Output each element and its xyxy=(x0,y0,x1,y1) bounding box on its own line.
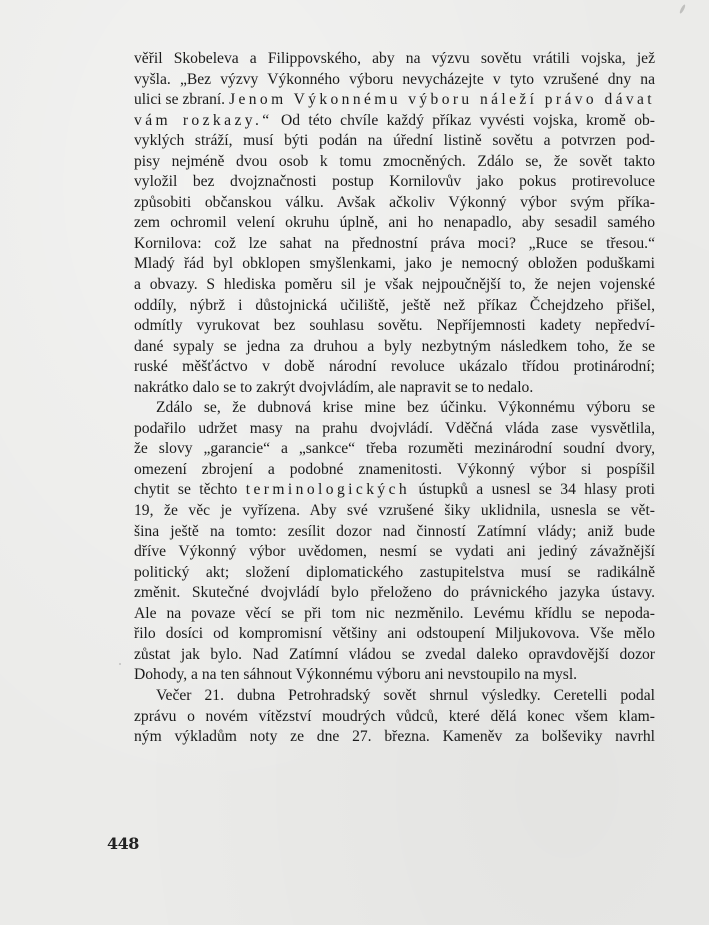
text-line: změnit. Skutečné dvojvládí bylo přeloženo do právnického jazyka ústavy. xyxy=(134,584,655,602)
text-segment: Od této chvíle každý příkaz vyvésti vojska, kromě ob- xyxy=(272,111,655,129)
paragraph-first-line: Večer 21. dubna Petrohradský sovět shrnul výsledky. Ceretelli podal xyxy=(156,686,655,704)
text-line xyxy=(134,111,655,132)
paper-speck xyxy=(679,4,686,14)
text-line xyxy=(134,480,655,501)
text-line: Kornilova: což lze sahat na přednostní práva moci? „Ruce se třesou.“ xyxy=(134,234,655,252)
text-line: zůstat jak bylo. Nad Zatímní vládou se zvedal daleko opravdovější dozor xyxy=(134,645,655,663)
text-line: politický akt; složení diplomatického zastupitelstva musí se radikálně xyxy=(134,563,655,581)
text-segment: ústupků a usnesl se 34 hlasy proti xyxy=(410,481,655,499)
text-line: vyšla. „Bez výzvy Výkonného výboru nevycházejte v tyto vzrušené dny na xyxy=(134,70,655,88)
text-line: ným výkladům noty ze dne 27. března. Kameněv za bolševiky navrhl xyxy=(134,728,655,746)
text-line: Dohody, a na ten sáhnout Výkonnému výboru ani nevstoupilo na mysl. xyxy=(134,666,578,684)
text-line xyxy=(134,90,655,111)
text-line: šina ještě na tomto: zesílit dozor nad činností Zatímní vlády; aniž bude xyxy=(134,522,655,540)
text-line: pisy nejméně dvou osob k tomu zmocněných. Zdálo se, že sovět takto xyxy=(134,152,655,170)
text-line: vyložil bez dvojznačnosti postup Kornilovův jako pokus protirevoluce xyxy=(134,173,655,191)
text-segment: ulici se zbraní. xyxy=(134,91,230,109)
text-line: omezení zbrojení a podobné znamenitosti. Výkonný výbor si pospíšil xyxy=(134,460,655,478)
text-line: Ale na povaze věcí se při tom nic nezměnilo. Levému křídlu se nepoda- xyxy=(134,604,655,622)
text-line: řilo dosíci od kompromisní většiny ani odstoupení Miljukovova. Vše mělo xyxy=(134,625,655,643)
letter-spaced-emphasis: Jenom Výkonnému výboru náleží právo dávat xyxy=(229,91,655,109)
text-line: oddíly, nýbrž i důstojnická učiliště, ještě než příkaz Čchejdzeho přišel, xyxy=(134,296,655,314)
text-line: odmítly vyrukovat bez souhlasu sovětu. Nepříjemnosti kadety nepředví- xyxy=(134,317,655,335)
paragraph-first-line: Zdálo se, že dubnová krise mine bez účinku. Výkonnému výboru se xyxy=(156,399,655,417)
text-line: 19, že věc je vyřízena. Aby své vzrušené šiky uklidnila, usnesla se vět- xyxy=(134,502,655,520)
page-number: 448 xyxy=(107,834,139,853)
letter-spaced-emphasis: vám rozkazy.“ xyxy=(134,111,273,129)
text-line: způsobiti občanskou válku. Avšak ačkoliv Výkonný výbor svým příka- xyxy=(134,193,655,211)
text-line: vyklých stráží, musí býti podán na úřední listině sovětu a potvrzen pod- xyxy=(134,132,655,150)
text-line: a obvazy. S hlediska poměru sil je však nejpoučnější to, že nejen vojenské xyxy=(134,276,655,294)
letter-spaced-emphasis: terminologických xyxy=(245,481,411,499)
text-line: nakrátko dalo se to zakrýt dvojvládím, ale napravit se to nedalo. xyxy=(134,378,534,396)
text-line: ruské měšťáctvo v době národní revoluce ukázalo třídou protinárodní; xyxy=(134,358,655,376)
text-line: dané sypaly se jedna za druhou a byly nezbytným následkem toho, že se xyxy=(134,337,655,355)
text-line: zem ochromil velení okruhu úplně, ani ho nenapadlo, aby sesadil samého xyxy=(134,214,655,232)
paper-speck xyxy=(119,663,121,665)
text-segment: chytit se těchto xyxy=(134,481,246,499)
text-line: že slovy „garancie“ a „sankce“ třeba rozuměti mezinárodní soudní dvory, xyxy=(134,440,655,458)
text-line: podařilo udržet masy na prahu dvojvládí. Vděčná vláda zase vysvětlila, xyxy=(134,419,655,437)
body-text xyxy=(134,49,655,748)
text-line: dříve Výkonný výbor uvědomen, nesmí se vydati ani jediný závažnější xyxy=(134,543,655,561)
text-line: věřil Skobeleva a Filippovského, aby na výzvu sovětu vrátili vojska, jež xyxy=(134,50,655,67)
text-line: Mladý řád byl obklopen smyšlenkami, jako je nemocný obložen poduškami xyxy=(134,255,655,273)
text-line: zprávu o novém vítězství moudrých vůdců, které dělá konec všem klam- xyxy=(134,707,655,725)
